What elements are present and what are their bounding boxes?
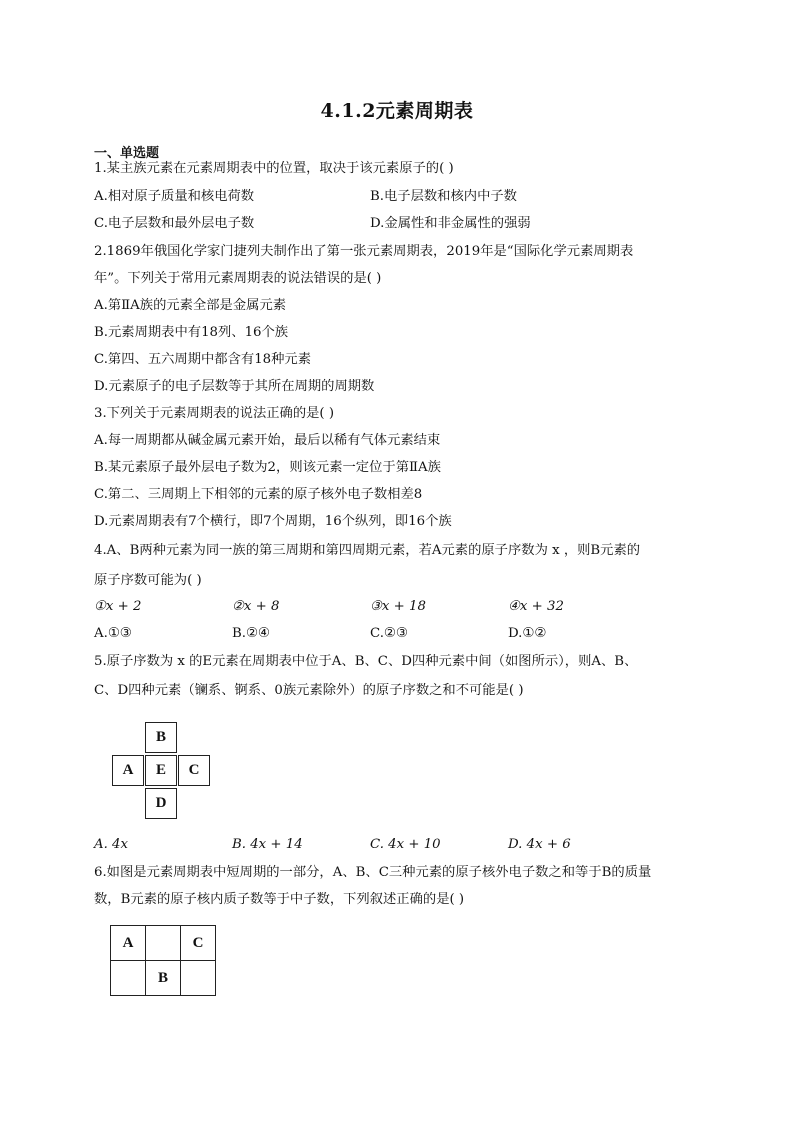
q1-stem: 1.某主族元素在元素周期表中的位置，取决于该元素原子的( ) — [94, 161, 454, 176]
q4-item-4: ④x + 32 — [508, 599, 564, 614]
q2-option-b: B.元素周期表中有18列、16个族 — [94, 325, 289, 340]
q3-option-d: D.元素周期表有7个横行，即7个周期，16个纵列，即16个族 — [94, 514, 452, 529]
q4-stem-line1: 4.A、B两种元素为同一族的第三周期和第四周期元素，若A元素的原子序数为 x ，则B元素的 — [94, 543, 641, 558]
q4-item-1: ①x + 2 — [94, 599, 142, 614]
q1-option-c: C.电子层数和最外层电子数 — [94, 216, 255, 231]
q6-cell-top-middle — [145, 925, 181, 961]
q1-option-b: B.电子层数和核内中子数 — [370, 189, 517, 204]
q1-option-a: A.相对原子质量和核电荷数 — [94, 189, 255, 204]
q6-cell-bottom-right — [180, 960, 216, 996]
q3-option-b: B.某元素原子最外层电子数为2，则该元素一定位于第ⅡA族 — [94, 460, 441, 475]
q3-option-a: A.每一周期都从碱金属元素开始，最后以稀有气体元素结束 — [94, 433, 441, 448]
q6-cell-bottom-middle: B — [145, 960, 181, 996]
q5-cell-left: A — [112, 755, 144, 786]
q5-cell-right: C — [178, 755, 210, 786]
q2-stem-line1: 2.1869年俄国化学家门捷列夫制作出了第一张元素周期表，2019年是“国际化学元素周期表 — [94, 244, 634, 259]
q5-choice-c: C. 4x + 10 — [370, 837, 441, 852]
q4-choice-d: D.①② — [508, 626, 547, 641]
q6-cell-top-right: C — [180, 925, 216, 961]
q4-item-3: ③x + 18 — [370, 599, 426, 614]
q5-stem-line1: 5.原子序数为 x 的E元素在周期表中位于A、B、C、D四种元素中间（如图所示），则A、B、 — [94, 654, 638, 669]
q6-cell-bottom-left — [110, 960, 146, 996]
q5-cell-center: E — [145, 755, 177, 786]
q5-stem-line2: C、D四种元素（镧系、锕系、0族元素除外）的原子序数之和不可能是( ) — [94, 683, 524, 698]
q6-element-grid — [110, 925, 218, 997]
q5-element-grid — [112, 722, 210, 820]
q4-choice-b: B.②④ — [232, 626, 270, 641]
q5-choice-b: B. 4x + 14 — [232, 837, 303, 852]
q5-choice-d: D. 4x + 6 — [508, 837, 571, 852]
q2-stem-line2: 年”。下列关于常用元素周期表的说法错误的是( ) — [94, 271, 382, 286]
q4-choice-c: C.②③ — [370, 626, 408, 641]
q2-option-a: A.第ⅡA族的元素全部是金属元素 — [94, 298, 287, 313]
section-heading: 一、单选题 — [94, 146, 160, 161]
q5-cell-bottom: D — [145, 788, 177, 819]
q3-stem: 3.下列关于元素周期表的说法正确的是( ) — [94, 406, 335, 421]
page-title: 4.1.2元素周期表 — [320, 100, 474, 122]
q2-option-d: D.元素原子的电子层数等于其所在周期的周期数 — [94, 379, 375, 394]
q5-cell-top: B — [145, 722, 177, 753]
q4-choice-a: A.①③ — [94, 626, 132, 641]
q6-stem-line2: 数，B元素的原子核内质子数等于中子数，下列叙述正确的是( ) — [94, 892, 465, 907]
q6-stem-line1: 6.如图是元素周期表中短周期的一部分，A、B、C三种元素的原子核外电子数之和等于B的质量 — [94, 865, 652, 880]
q1-option-d: D.金属性和非金属性的强弱 — [370, 216, 531, 231]
q4-stem-line2: 原子序数可能为( ) — [94, 573, 202, 588]
q3-option-c: C.第二、三周期上下相邻的元素的原子核外电子数相差8 — [94, 487, 423, 502]
q2-option-c: C.第四、五六周期中都含有18种元素 — [94, 352, 312, 367]
q4-item-2: ②x + 8 — [232, 599, 280, 614]
q6-cell-top-left: A — [110, 925, 146, 961]
q5-choice-a: A. 4x — [94, 837, 129, 852]
